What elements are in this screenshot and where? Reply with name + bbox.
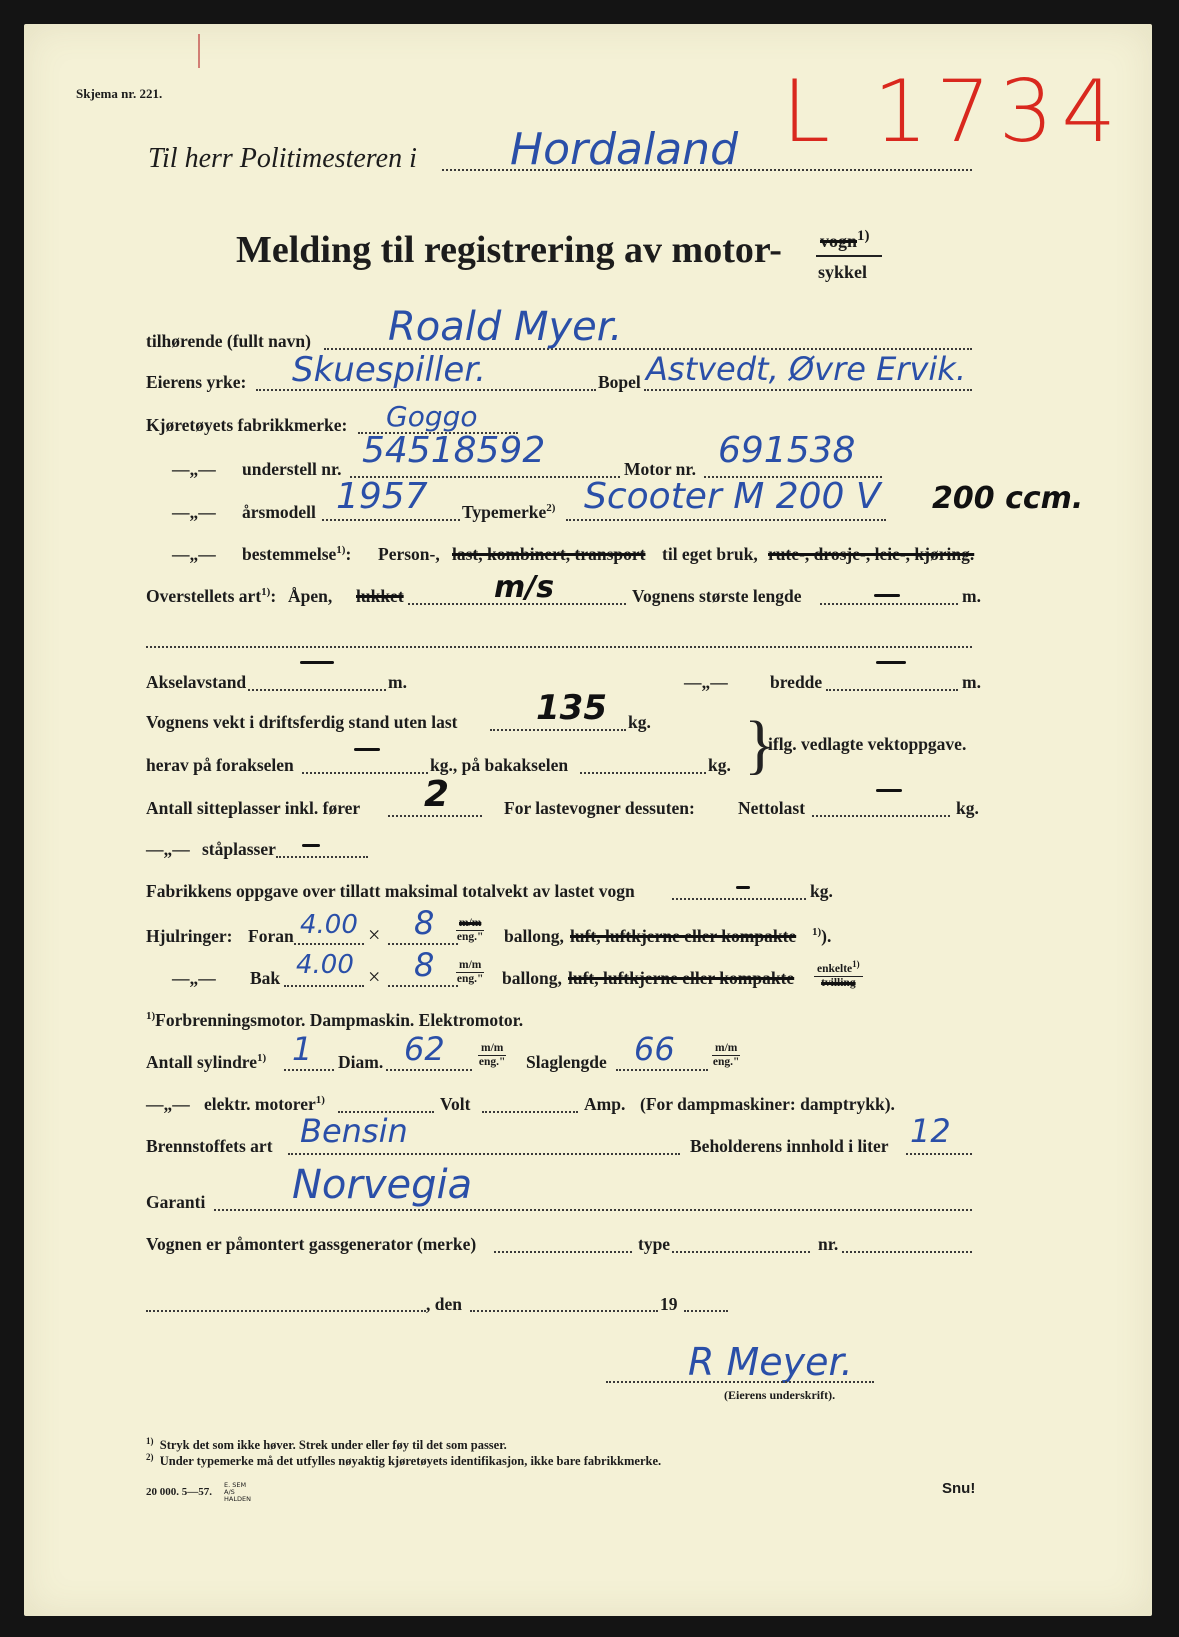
fuel-label: Brennstoffets art bbox=[146, 1136, 273, 1156]
signature-caption: (Eierens underskrift). bbox=[724, 1388, 836, 1402]
netload-dash bbox=[876, 789, 902, 792]
tyres-rear-rim: 8 bbox=[414, 946, 435, 984]
owner-signature: R Meyer. bbox=[688, 1340, 853, 1384]
chassis-label: understell nr. bbox=[242, 459, 342, 479]
tyres-rear-width-line bbox=[284, 985, 364, 987]
body-value: m/s bbox=[494, 570, 555, 605]
maxweight-label: Fabrikkens oppgave over tillatt maksimal totalvekt av lastet vogn bbox=[146, 881, 635, 901]
cylinders-line bbox=[284, 1069, 334, 1071]
tyres-front-times: × bbox=[368, 922, 381, 947]
warranty-label: Garanti bbox=[146, 1192, 206, 1212]
date-year: 19 bbox=[660, 1294, 678, 1314]
print-run: 20 000. 5—57. bbox=[146, 1486, 212, 1498]
tyres-rear-balloon: ballong, bbox=[502, 968, 562, 988]
footnote-2: $^{2)}$ Under typemerke må det utfylles nøyaktig kjøretøyets identifikasjon, ikke bare fabrikkmerke. bbox=[146, 1452, 662, 1469]
length-dash bbox=[874, 594, 900, 597]
tyres-front-sup: $^{1)}$). bbox=[812, 926, 832, 946]
width-label: bredde bbox=[770, 672, 823, 692]
body-extra-line bbox=[146, 646, 972, 648]
type-line bbox=[566, 519, 886, 521]
motor-label: Motor nr. bbox=[624, 459, 696, 479]
cylinders-value: 1 bbox=[292, 1030, 313, 1068]
weight-brace: } bbox=[744, 708, 776, 781]
length-line bbox=[820, 603, 958, 605]
weight-note: iflg. vedlagte vektoppgave. bbox=[768, 734, 967, 754]
form-sheet bbox=[24, 24, 1152, 1616]
owner-label: tilhørende (fullt navn) bbox=[146, 331, 311, 351]
gas-nr-line bbox=[842, 1251, 972, 1253]
netload-label: Nettolast bbox=[738, 798, 806, 818]
engine-note: $^{1)}$Forbrenningsmotor. Dampmaskin. Elektromotor. bbox=[146, 1010, 524, 1030]
seats-line bbox=[388, 815, 482, 817]
volt-line bbox=[482, 1111, 578, 1113]
warranty-line bbox=[214, 1209, 972, 1211]
front-axle-dash bbox=[354, 748, 380, 751]
standing-dash bbox=[302, 844, 320, 847]
year-label: årsmodell bbox=[242, 502, 316, 522]
weight-label: Vognens vekt i driftsferdig stand uten last bbox=[146, 712, 458, 732]
tyres-front-width-line bbox=[294, 943, 364, 945]
weight-value: 135 bbox=[536, 688, 607, 728]
footnote-1: $^{1)}$ Stryk det som ikke høver. Strek under eller føy til det som passer. bbox=[146, 1436, 507, 1453]
title-fraction-top: vogn$^{1)}$ bbox=[820, 228, 870, 251]
ditto-chassis: —„— bbox=[172, 459, 216, 479]
front-axle-label: herav på forakselen bbox=[146, 755, 294, 775]
diam-label: Diam. bbox=[338, 1052, 384, 1072]
tyres-rear-label: Bak bbox=[250, 968, 281, 988]
seats-value: 2 bbox=[424, 774, 450, 815]
printer-name: E. SEM A/S HALDEN bbox=[224, 1481, 251, 1503]
length-unit: m. bbox=[962, 586, 981, 606]
gas-line bbox=[494, 1251, 632, 1253]
gas-type-line bbox=[672, 1251, 810, 1253]
ditto-standing: —„— bbox=[146, 839, 190, 859]
residence-line bbox=[644, 389, 972, 391]
tyres-rear-struck: luft, luftkjerne eller kompakte bbox=[568, 968, 795, 988]
tank-value: 12 bbox=[910, 1112, 951, 1150]
margin-mark bbox=[198, 34, 200, 68]
wheelbase-unit: m. bbox=[388, 672, 407, 692]
wheelbase-line bbox=[248, 689, 386, 691]
stroke-line bbox=[616, 1069, 708, 1071]
place-line bbox=[146, 1310, 426, 1312]
ditto-width: —„— bbox=[684, 672, 728, 692]
stroke-label: Slaglengde bbox=[526, 1052, 607, 1072]
weight-line bbox=[490, 729, 626, 731]
ditto-rear: —„— bbox=[172, 968, 216, 988]
standing-line bbox=[276, 856, 368, 858]
tyres-front-balloon: ballong, bbox=[504, 926, 564, 946]
gas-nr-label: nr. bbox=[818, 1234, 839, 1254]
tyres-rear-single-twin: enkelte$^{1)}$ tvilling bbox=[814, 958, 863, 990]
fuel-value: Bensin bbox=[300, 1112, 408, 1150]
cylinders-label: Antall sylindre$^{1)}$ bbox=[146, 1052, 267, 1072]
width-dash bbox=[876, 661, 906, 664]
maxweight-dash bbox=[736, 886, 750, 889]
date-year-line bbox=[684, 1310, 728, 1312]
tyres-front-rim: 8 bbox=[414, 904, 435, 942]
signature-line bbox=[606, 1381, 874, 1383]
occupation-label: Eierens yrke: bbox=[146, 372, 247, 392]
maxweight-unit: kg. bbox=[810, 881, 833, 901]
rear-axle-unit: kg. bbox=[708, 755, 731, 775]
recipient-label: Til herr Politimesteren i bbox=[148, 143, 417, 174]
diam-unit: m/m eng." bbox=[478, 1042, 506, 1068]
rear-axle-line bbox=[580, 772, 706, 774]
lorry-label: For lastevogner dessuten: bbox=[504, 798, 695, 818]
stroke-value: 66 bbox=[634, 1030, 675, 1068]
tyres-rear-width: 4.00 bbox=[296, 950, 354, 980]
chassis-value: 54518592 bbox=[362, 430, 546, 471]
amp-label: Amp. bbox=[584, 1094, 626, 1114]
ditto-year: —„— bbox=[172, 502, 216, 522]
netload-line bbox=[812, 815, 950, 817]
purpose-own-use: til eget bruk, bbox=[662, 544, 758, 564]
stroke-unit: m/m eng." bbox=[712, 1042, 740, 1068]
purpose-label: bestemmelse$^{1)}$: bbox=[242, 544, 352, 564]
motor-value: 691538 bbox=[718, 430, 856, 471]
purpose-person: Person-, bbox=[378, 544, 440, 564]
purpose-struck-1: last, kombinert, transport bbox=[452, 544, 646, 564]
make-value: Goggo bbox=[386, 400, 478, 433]
tyres-front-struck: luft, luftkjerne eller kompakte bbox=[570, 926, 797, 946]
diam-line bbox=[386, 1069, 472, 1071]
owner-value: Roald Myer. bbox=[388, 304, 623, 350]
type-value: Scooter M 200 V bbox=[584, 476, 881, 517]
body-label: Overstellets art$^{1)}$: bbox=[146, 586, 277, 606]
length-label: Vognens største lengde bbox=[632, 586, 802, 606]
maxweight-line bbox=[672, 898, 806, 900]
rear-axle-label: kg., på bakakselen bbox=[430, 755, 569, 775]
body-struck: lukket bbox=[356, 586, 404, 606]
form-title: Melding til registrering av motor- bbox=[236, 229, 782, 271]
recipient-value: Hordaland bbox=[510, 124, 738, 175]
ditto-purpose: —„— bbox=[172, 544, 216, 564]
year-line bbox=[322, 519, 460, 521]
register-number: L 1734 bbox=[782, 62, 1125, 162]
schema-number: Skjema nr. 221. bbox=[76, 86, 163, 101]
fuel-line bbox=[288, 1153, 680, 1155]
tyres-rear-times: × bbox=[368, 964, 381, 989]
width-unit: m. bbox=[962, 672, 981, 692]
date-line bbox=[470, 1310, 658, 1312]
date-den: , den bbox=[426, 1294, 462, 1314]
tyres-front-rim-line bbox=[388, 943, 458, 945]
title-fraction-bar bbox=[816, 255, 882, 257]
tyres-front-width: 4.00 bbox=[300, 910, 358, 940]
weight-unit: kg. bbox=[628, 712, 651, 732]
residence-label: Bopel bbox=[598, 372, 641, 392]
warranty-value: Norvegia bbox=[292, 1162, 473, 1208]
title-fraction-bottom: sykkel bbox=[818, 262, 868, 282]
residence-value: Astvedt, Øvre Ervik. bbox=[646, 350, 966, 388]
year-value: 1957 bbox=[336, 476, 428, 517]
width-line bbox=[826, 689, 958, 691]
tyres-rear-rim-line bbox=[388, 985, 458, 987]
standing-label: ståplasser bbox=[202, 839, 276, 859]
gas-type-label: type bbox=[638, 1234, 671, 1254]
wheelbase-label: Akselavstand bbox=[146, 672, 247, 692]
diam-value: 62 bbox=[404, 1030, 445, 1068]
body-open: Åpen, bbox=[288, 586, 333, 606]
seats-label: Antall sitteplasser inkl. fører bbox=[146, 798, 361, 818]
volt-label: Volt bbox=[440, 1094, 471, 1114]
type-extra: 200 ccm. bbox=[932, 481, 1084, 516]
wheelbase-dash bbox=[300, 661, 334, 664]
front-axle-line bbox=[302, 772, 428, 774]
make-label: Kjøretøyets fabrikkmerke: bbox=[146, 415, 348, 435]
tyres-front-label: Foran bbox=[248, 926, 294, 946]
tyres-label: Hjulringer: bbox=[146, 926, 233, 946]
type-label: Typemerke$^{2)}$ bbox=[462, 502, 556, 522]
steam-label: (For dampmaskiner: damptrykk). bbox=[640, 1094, 895, 1114]
gas-label: Vognen er påmontert gassgenerator (merke) bbox=[146, 1234, 477, 1254]
tank-label: Beholderens innhold i liter bbox=[690, 1136, 889, 1156]
occupation-value: Skuespiller. bbox=[292, 350, 486, 390]
tank-line bbox=[906, 1153, 972, 1155]
netload-unit: kg. bbox=[956, 798, 979, 818]
tyres-front-unit: m/m eng." bbox=[456, 917, 484, 943]
elmotors-label: elektr. motorer$^{1)}$ bbox=[204, 1094, 325, 1114]
ditto-elmotors: —„— bbox=[146, 1094, 190, 1114]
tyres-rear-unit: m/m eng." bbox=[456, 959, 484, 985]
purpose-struck-2: rute-, drosje-, leie-, kjøring. bbox=[768, 544, 975, 564]
turn-over-note: Snu! bbox=[942, 1480, 976, 1497]
